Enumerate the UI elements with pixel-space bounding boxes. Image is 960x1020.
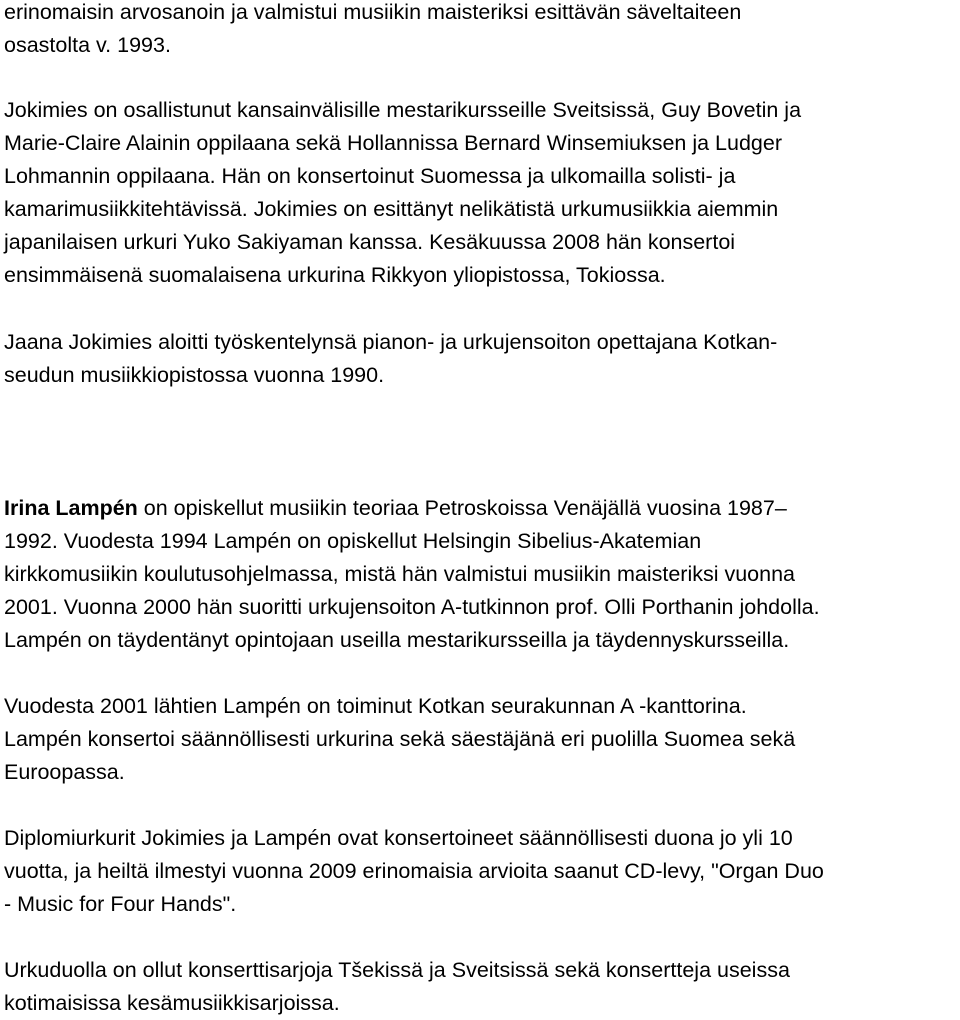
text-line: Jaana Jokimies aloitti työskentelynsä pianon- ja urkujensoiton opettajana Kotkan- [4,330,778,354]
text-line: 2001. Vuonna 2000 hän suoritti urkujensoiton A-tutkinnon prof. Olli Porthanin johdolla. [4,595,820,619]
text-line [4,492,787,525]
text-line: Vuodesta 2001 lähtien Lampén on toiminut Kotkan seurakunnan A -kanttorina. [4,694,747,718]
text-line: Jokimies on osallistunut kansainvälisille mestarikursseille Sveitsissä, Guy Bovetin ja [4,98,802,122]
text-line: kamarimusiikkitehtävissä. Jokimies on esittänyt nelikätistä urkumusiikkia aiemmin [4,197,779,221]
text-line: vuotta, ja heiltä ilmestyi vuonna 2009 erinomaisia arvioita saanut CD-levy, "Organ Duo [4,859,824,883]
text-line: 1992. Vuodesta 1994 Lampén on opiskellut Helsingin Sibelius-Akatemian [4,529,702,553]
text-line: Lohmannin oppilaana. Hän on konsertoinut Suomessa ja ulkomailla solisti- ja [4,164,736,188]
text-line: Marie-Claire Alainin oppilaana sekä Hollannissa Bernard Winsemiuksen ja Ludger [4,131,782,155]
text-line: Lampén konsertoi säännöllisesti urkurina sekä säestäjänä eri puolilla Suomea sekä [4,727,796,751]
text-line: ensimmäisenä suomalaisena urkurina Rikkyon yliopistossa, Tokiossa. [4,263,666,287]
text-fragment: on opiskellut musiikin teoriaa Petroskoissa Venäjällä vuosina 1987– [137,496,787,520]
text-line: japanilaisen urkuri Yuko Sakiyaman kanssa. Kesäkuussa 2008 hän konsertoi [4,230,736,254]
text-line: Diplomiurkurit Jokimies ja Lampén ovat konsertoineet säännöllisesti duona jo yli 10 [4,826,793,850]
text-line: seudun musiikkiopistossa vuonna 1990. [4,363,385,387]
text-line: - Music for Four Hands". [4,892,237,916]
text-line: Lampén on täydentänyt opintojaan useilla mestarikursseilla ja täydennyskursseilla. [4,628,790,652]
text-line: osastolta v. 1993. [4,33,171,57]
text-line: Urkuduolla on ollut konserttisarjoja Tšekissä ja Sveitsissä sekä konsertteja useissa [4,958,790,982]
person-name: Irina Lampén [4,496,138,520]
text-line: erinomaisin arvosanoin ja valmistui musiikin maisteriksi esittävän säveltaiteen [4,0,742,24]
text-line: kirkkomusiikin koulutusohjelmassa, mistä hän valmistui musiikin maisteriksi vuonna [4,562,796,586]
text-line: Euroopassa. [4,760,125,784]
text-line: kotimaisissa kesämusiikkisarjoissa. [4,991,340,1015]
